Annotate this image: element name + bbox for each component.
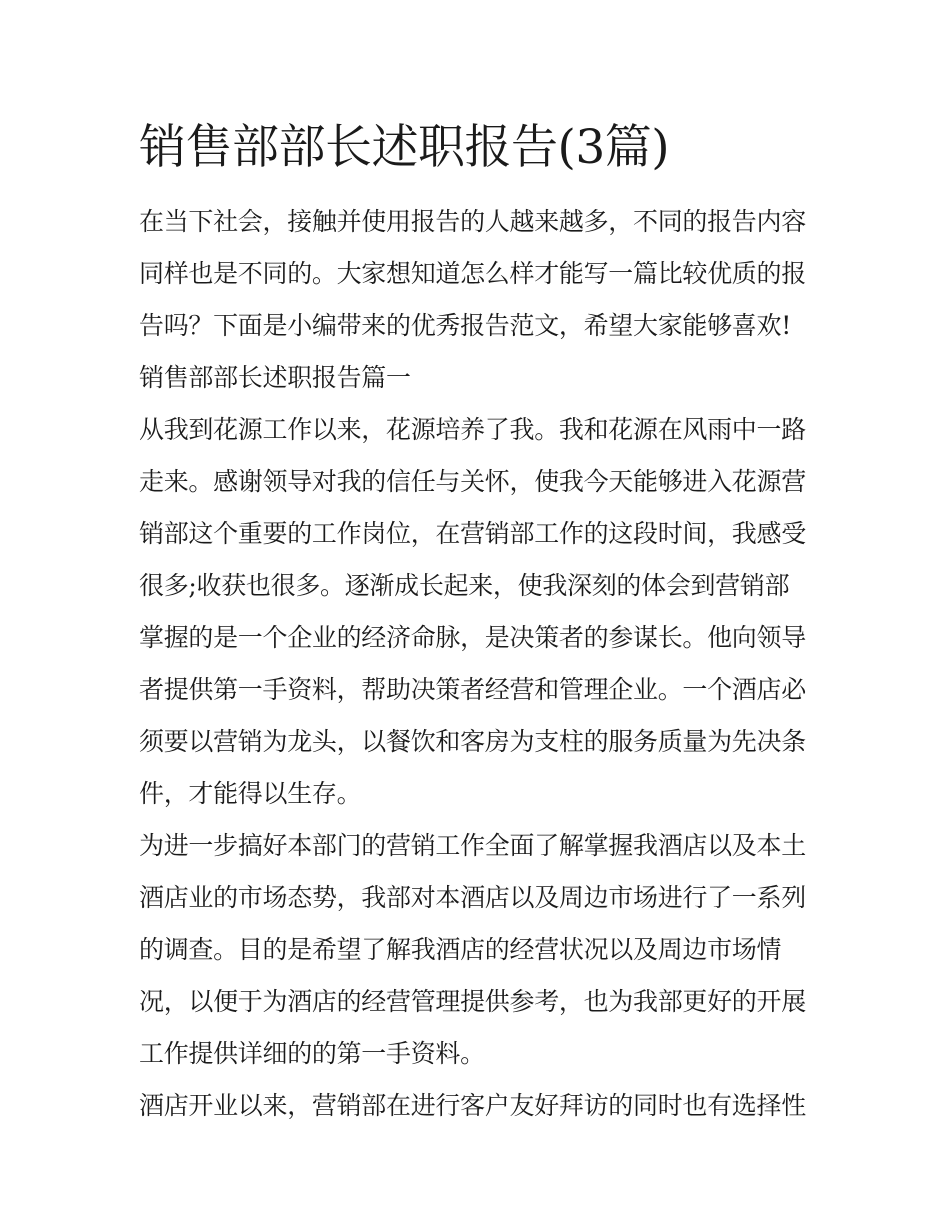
- intro-paragraph: [139, 196, 819, 352]
- text-line: 告吗？下面是小编带来的优秀报告范文，希望大家能够喜欢!: [139, 311, 791, 340]
- text-line: 况，以便于为酒店的经营管理提供参考，也为我部更好的开展: [139, 987, 806, 1016]
- text-line: 的调查。目的是希望了解我酒店的经营状况以及周边市场情: [139, 935, 782, 964]
- text-line: 在当下社会，接触并使用报告的人越来越多，不同的报告内容: [139, 207, 806, 236]
- text-line: 工作提供详细的的第一手资料。: [139, 1039, 485, 1068]
- document-page: [139, 118, 819, 1132]
- text-line: 酒店业的市场态势，我部对本酒店以及周边市场进行了一系列: [139, 883, 806, 912]
- text-line: 为进一步搞好本部门的营销工作全面了解掌握我酒店以及本土: [139, 831, 806, 860]
- body-paragraph-1: [139, 404, 819, 820]
- section-heading-text: 销售部部长述职报告篇一: [139, 363, 411, 392]
- text-line: 很多;收获也很多。逐渐成长起来，使我深刻的体会到营销部: [139, 571, 790, 600]
- document-title: 销售部部长述职报告(3篇): [139, 120, 670, 175]
- text-line: 须要以营销为龙头，以餐饮和客房为支柱的服务质量为先决条: [139, 727, 806, 756]
- text-line: 者提供第一手资料，帮助决策者经营和管理企业。一个酒店必: [139, 675, 806, 704]
- text-line: 从我到花源工作以来，花源培养了我。我和花源在风雨中一路: [139, 415, 806, 444]
- section-heading: [139, 352, 819, 404]
- text-line: 件，才能得以生存。: [139, 779, 362, 808]
- text-line: 酒店开业以来，营销部在进行客户友好拜访的同时也有选择性: [139, 1091, 806, 1120]
- text-line: 销部这个重要的工作岗位，在营销部工作的这段时间，我感受: [139, 519, 806, 548]
- text-line: 走来。感谢领导对我的信任与关怀，使我今天能够进入花源营: [139, 467, 806, 496]
- text-line: 掌握的是一个企业的经济命脉，是决策者的参谋长。他向领导: [139, 623, 806, 652]
- body-paragraph-2: [139, 820, 819, 1080]
- text-line: 同样也是不同的。大家想知道怎么样才能写一篇比较优质的报: [139, 259, 806, 288]
- body-paragraph-3: [139, 1080, 819, 1132]
